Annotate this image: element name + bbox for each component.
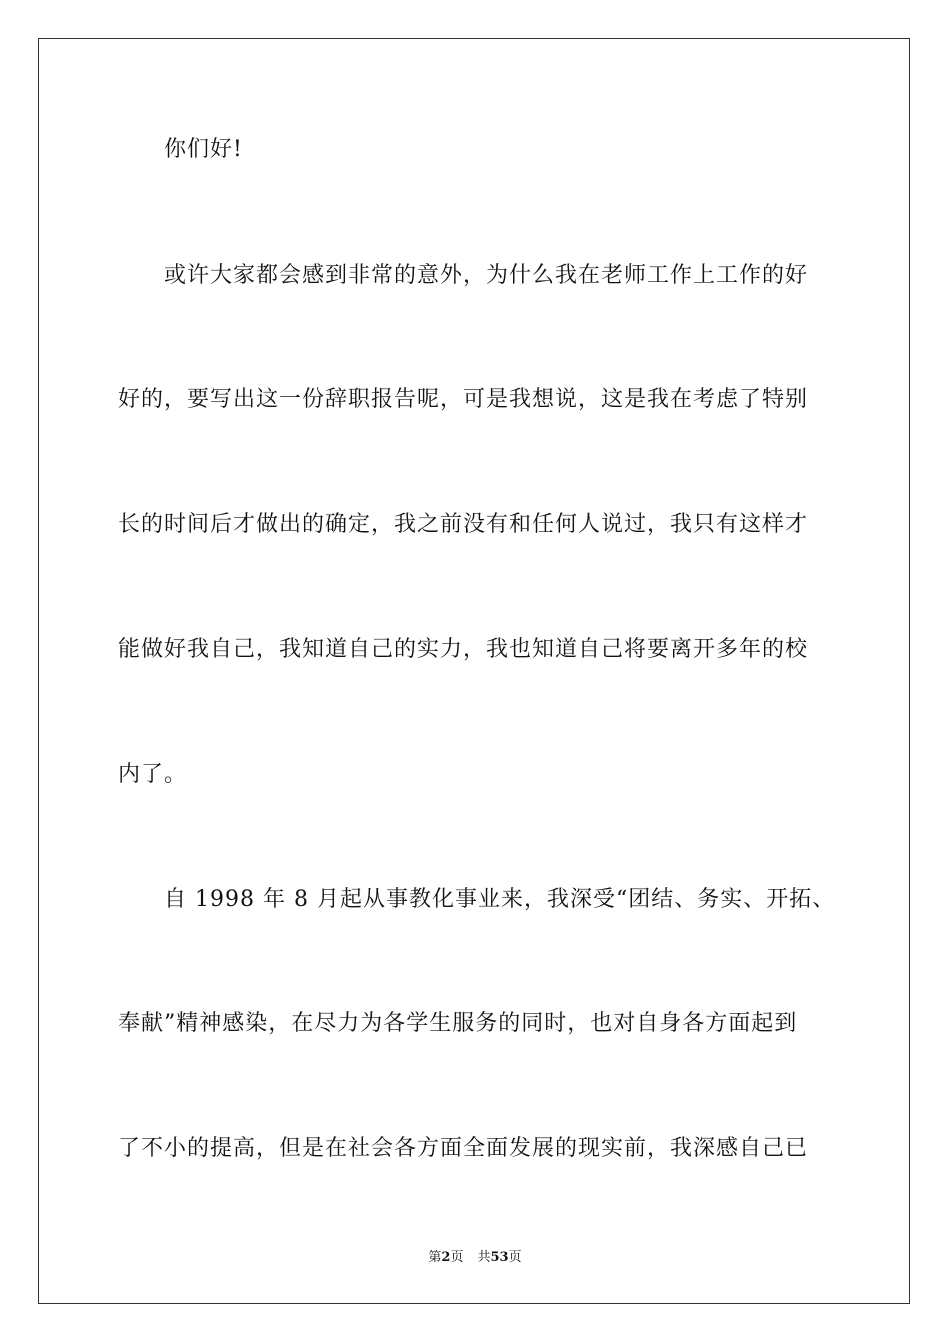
total-pages: 53: [490, 1250, 509, 1265]
page-border: [38, 38, 910, 1304]
page-suffix: 页: [450, 1250, 464, 1265]
total-suffix: 页: [508, 1250, 522, 1265]
body-line-8: 了不小的提高，但是在社会各方面全面发展的现实前，我深感自己已: [118, 1136, 809, 1161]
page-footer: [0, 1250, 950, 1266]
body-line-2: 好的，要写出这一份辞职报告呢，可是我想说，这是我在考虑了特别: [118, 387, 809, 412]
body-line-6: 自 1998 年 8 月起从事教化事业来，我深受“团结、务实、开拓、: [164, 887, 836, 912]
body-line-7: 奉献”精神感染，在尽力为各学生服务的同时，也对自身各方面起到: [118, 1011, 798, 1036]
body-line-4: 能做好我自己，我知道自己的实力，我也知道自己将要离开多年的校: [118, 637, 809, 662]
page-prefix: 第: [428, 1250, 442, 1265]
body-line-5: 内了。: [118, 762, 188, 787]
page-number: 2: [441, 1250, 451, 1265]
greeting-line: 你们好!: [164, 137, 243, 162]
total-prefix: 共: [477, 1250, 491, 1265]
body-line-1: 或许大家都会感到非常的意外，为什么我在老师工作上工作的好: [164, 263, 809, 288]
body-line-3: 长的时间后才做出的确定，我之前没有和任何人说过，我只有这样才: [118, 512, 809, 537]
